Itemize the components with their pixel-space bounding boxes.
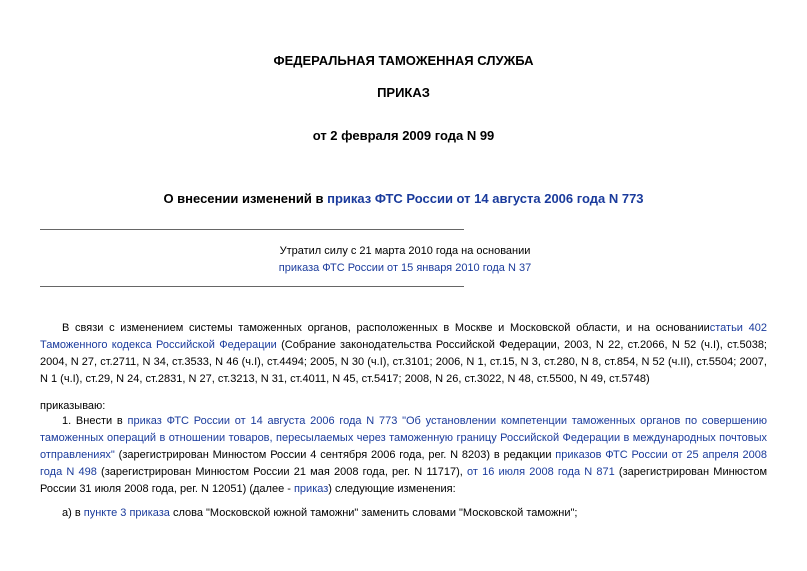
divider-top <box>40 229 464 230</box>
preamble-text-cont: (Собрание законодательства Российской Федерации, 2003, N 22, ст.2066, N 52 (ч.I), ст.5038; 2004, N 27, ст.2711, N 34, ст.3533, N 46 (ч.I), ст.4494; 2005, N 30 (ч.I), ст.3101; 2006, N 1, ст.15, N 3, ст.280, N 8, ст.854, N 52 (ч.II), ст.5504; 2007, N 1 (ч.I), ст.29, N 24, ст.2831, N 27, ст.3213, N 31, ст.4011, N 45, ст.5417; 2008, N 26, ст.3022, N 48, ст.5500, N 49, ст.5748) <box>40 339 767 385</box>
preamble-text: В связи с изменением системы таможенных органов, расположенных в Москве и Московской области, и на основании <box>62 322 710 334</box>
document-title <box>0 191 807 206</box>
item-a-text: а) в <box>62 507 84 519</box>
status-note <box>40 243 770 277</box>
item-1-july-link[interactable]: от 16 июля 2008 года N 871 <box>467 466 615 478</box>
item-1-text-5: ) следующие изменения: <box>328 483 456 495</box>
document-type: ПРИКАЗ <box>377 85 430 100</box>
title-prefix: О внесении изменений в <box>163 191 328 206</box>
title-link[interactable]: приказ ФТС России от 14 августа 2006 года N 773 <box>327 191 644 206</box>
order-word: приказываю: <box>40 400 106 412</box>
item-a-link[interactable]: пункте 3 приказа <box>83 507 170 519</box>
item-1-order-short-link[interactable]: приказ <box>293 483 329 495</box>
item-1-amendments-link[interactable]: приказов ФТС России от 25 апреля 2008 года N 498 <box>40 449 768 478</box>
preamble-link[interactable]: статьи 402 Таможенного кодекса Российской Федерации <box>40 322 767 351</box>
status-note-text: Утратил силу с 21 марта 2010 года на основании <box>279 245 531 257</box>
item-1-text-3: (зарегистрирован Минюстом России 21 мая 2008 года, рег. N 11717), <box>96 466 468 478</box>
org-heading: ФЕДЕРАЛЬНАЯ ТАМОЖЕННАЯ СЛУЖБА <box>273 53 534 68</box>
item-1-paragraph <box>40 413 767 498</box>
item-1-text: 1. Внести в <box>62 415 128 427</box>
item-1-order-link[interactable]: приказ ФТС России от 14 августа 2006 года N 773 "Об установлении компетенции таможенных органов по совершению таможенных операций в отношении товаров, пересылаемых через таможенную границу Российской Федерации в международных почтовых отправлениях" <box>40 415 767 461</box>
preamble-paragraph <box>40 320 767 388</box>
item-1-text-2: (зарегистрирован Минюстом России 4 сентября 2006 года, рег. N 8203) в редакции <box>114 449 556 461</box>
item-1-text-4: (зарегистрирован Минюстом России 31 июля 2008 года, рег. N 12051) (далее - <box>40 466 768 495</box>
item-a-paragraph <box>40 505 767 522</box>
status-note-link[interactable]: приказа ФТС России от 15 января 2010 года N 37 <box>278 262 532 274</box>
document-date-number: от 2 февраля 2009 года N 99 <box>312 128 495 143</box>
divider-bottom <box>40 286 464 287</box>
item-a-text-2: слова "Московской южной таможни" заменить словами "Московской таможни"; <box>169 507 578 519</box>
